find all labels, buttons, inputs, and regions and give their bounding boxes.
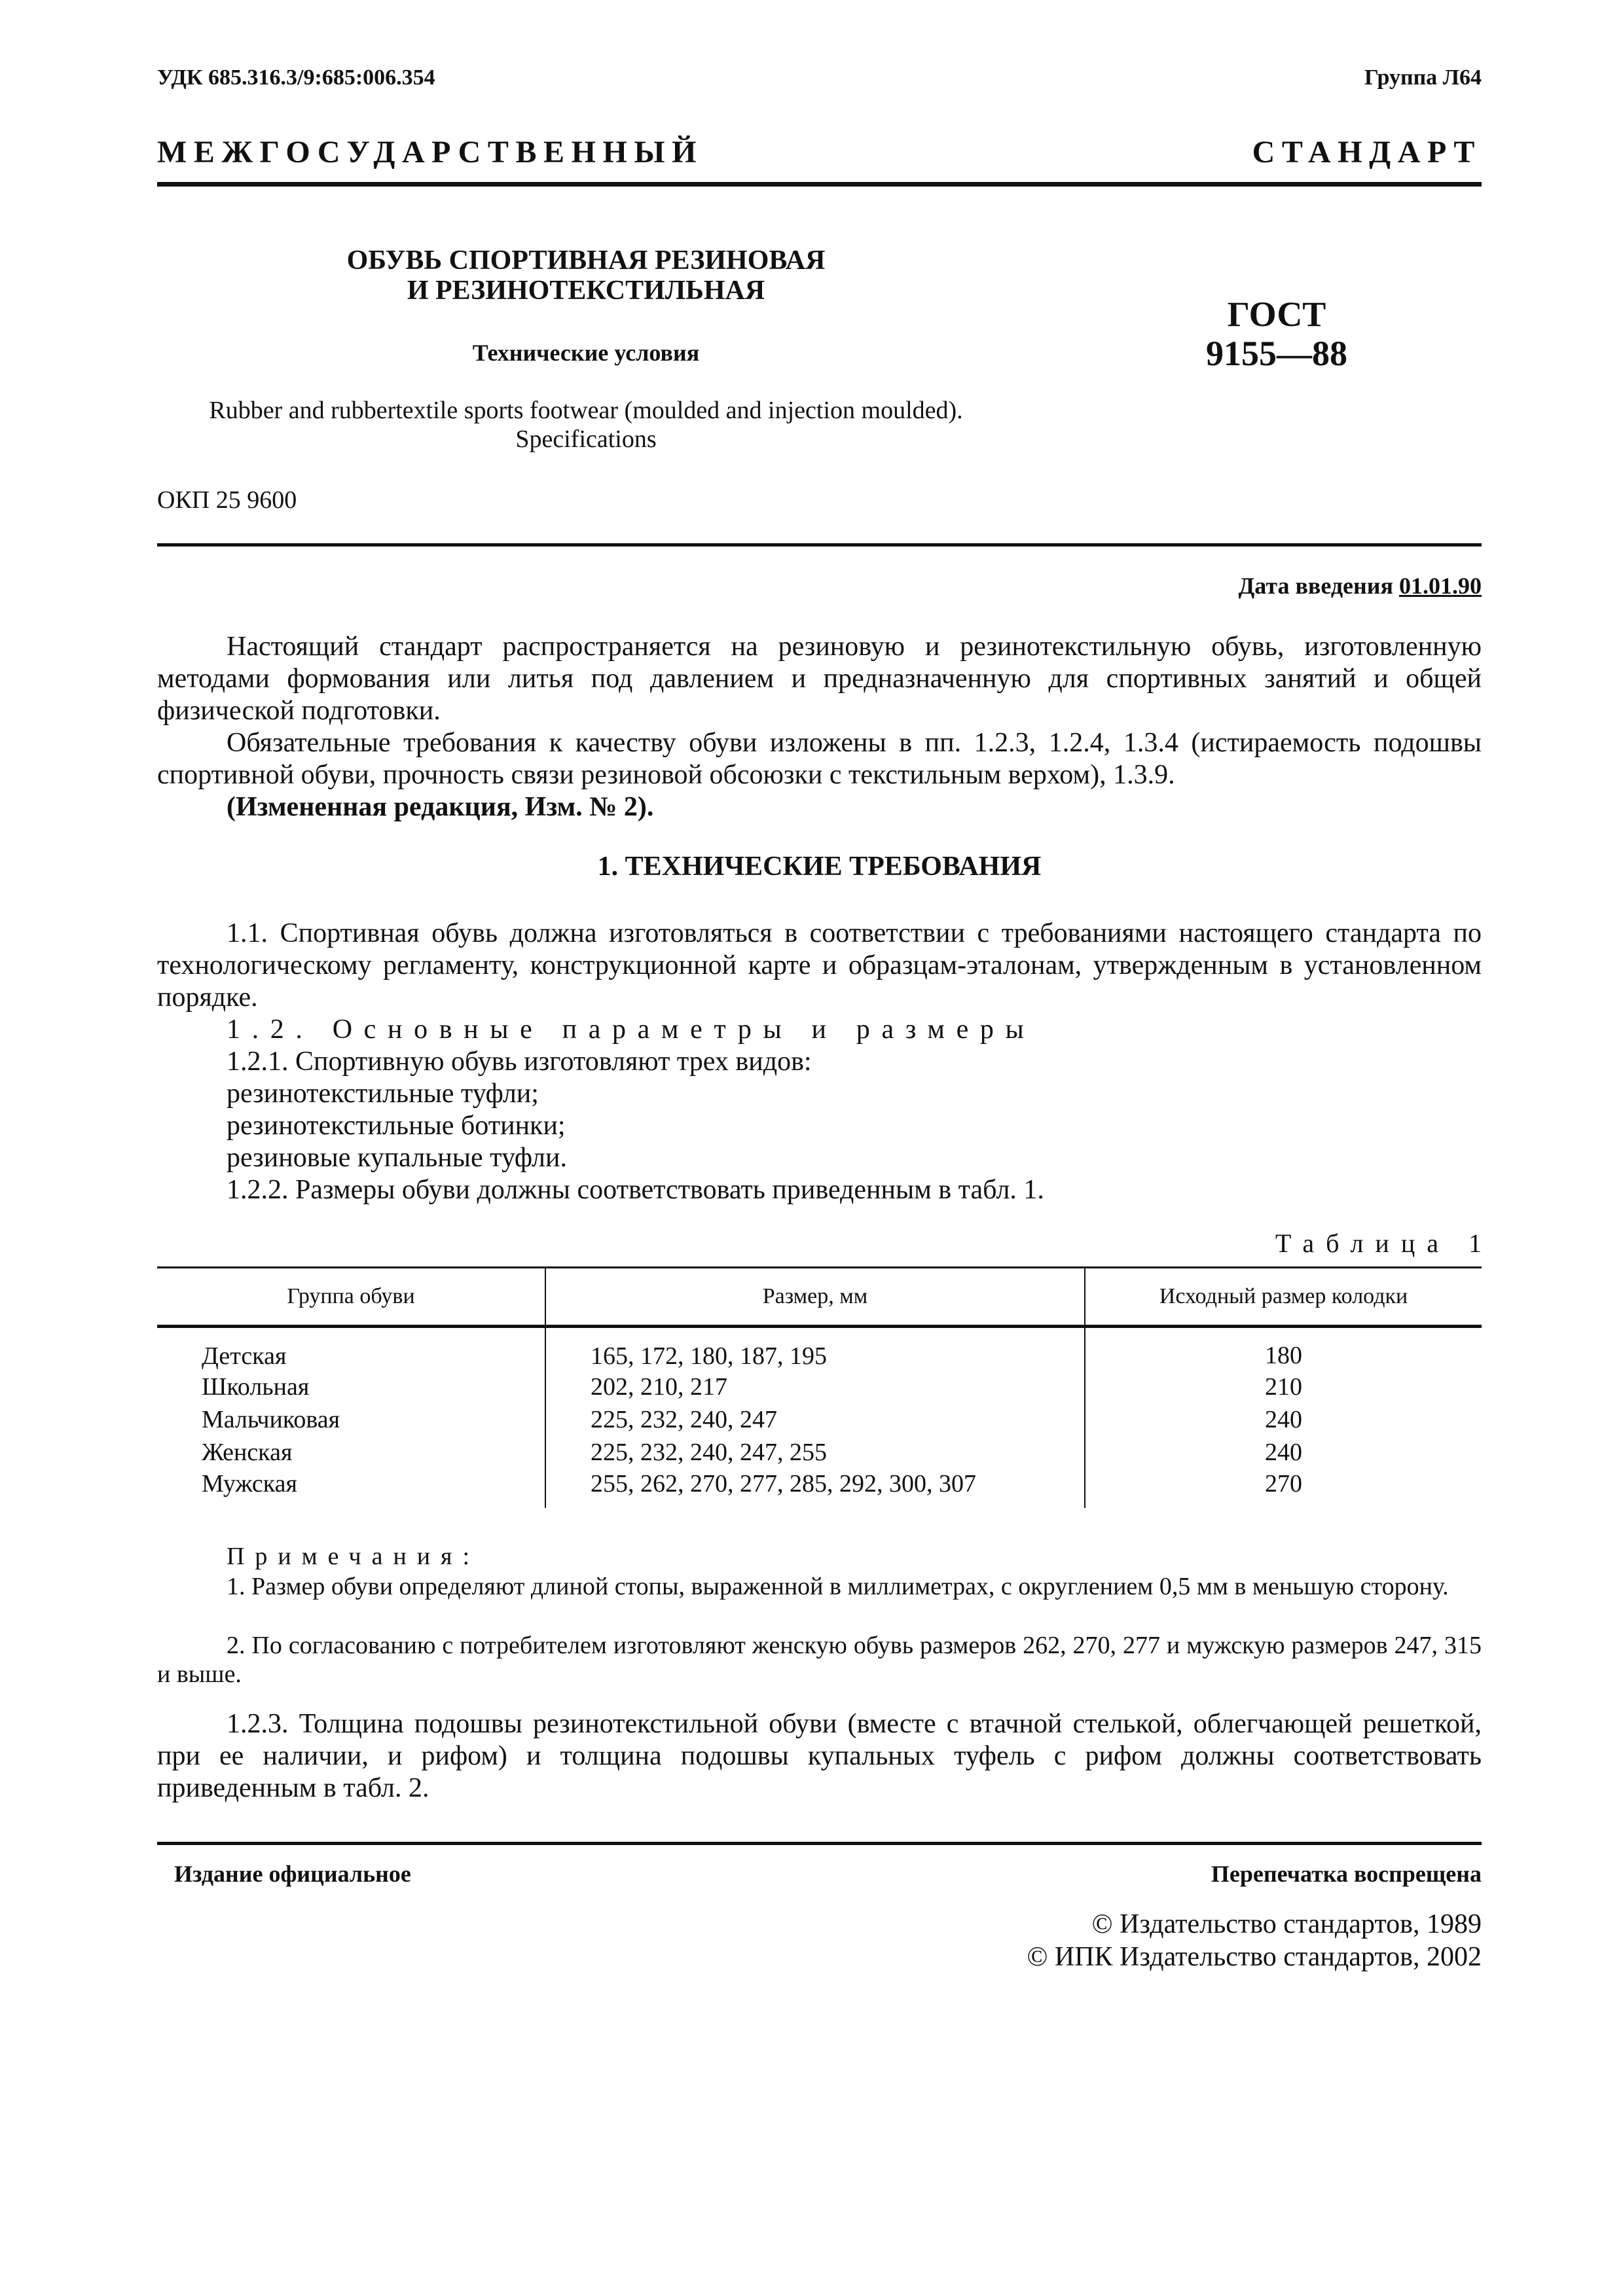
cell-last-size: 180 [1265, 1342, 1302, 1369]
intro-paragraph-1: Настоящий стандарт распространяется на резиновую и резинотекстильную обувь, изготовленную методами формования или литья под давлением и предназначенную для спортивных занятий и общей физической подготовки. [157, 632, 1482, 726]
cell-group: Школьная [157, 1371, 545, 1403]
gost-designation [1113, 295, 1440, 373]
table-row [157, 1327, 1482, 1371]
reprint-prohibited: Перепечатка воспрещена [1211, 1861, 1482, 1887]
english-title-line-1: Rubber and rubbertextile sports footwear (moulded and injection moulded). [209, 397, 963, 424]
copyright-1989: © Издательство стандартов, 1989 [1091, 1909, 1482, 1939]
cell-group: Мужская [157, 1469, 545, 1508]
note-1: 1. Размер обуви определяют длиной стопы, выраженной в миллиметрах, с округлением 0,5 мм в меньшую сторону. [227, 1573, 1449, 1600]
amendment-note: (Измененная редакция, Изм. № 2). [227, 792, 654, 822]
footwear-type-1: резинотекстильные туфли; [227, 1079, 539, 1109]
official-edition: Издание официальное [174, 1861, 411, 1887]
table-1 [157, 1266, 1482, 1508]
group-code: Группа Л64 [1364, 65, 1482, 90]
table-row [157, 1469, 1482, 1508]
document-title [157, 245, 1015, 306]
column-header-last-size: Исходный размер колодки [1159, 1284, 1408, 1308]
title-line-2: И РЕЗИНОТЕКСТИЛЬНАЯ [407, 276, 765, 306]
introduction-date [1239, 572, 1482, 600]
cell-sizes: 225, 232, 240, 247 [545, 1403, 1085, 1436]
cell-last-size: 270 [1265, 1470, 1302, 1498]
clause-1-2-2: 1.2.2. Размеры обуви должны соответствовать приведенным в табл. 1. [227, 1175, 1044, 1205]
okp-code: ОКП 25 9600 [157, 486, 297, 514]
english-title [157, 396, 1015, 454]
cell-last-size: 210 [1265, 1373, 1302, 1401]
clause-1-2-3: 1.2.3. Толщина подошвы резинотекстильной обуви (вместе с втачной стелькой, облегчающей решеткой, при ее наличии, и рифом) и толщина подошвы купальных туфель с рифом должны соответствовать приведенным в табл. 2. [157, 1709, 1482, 1803]
clause-1-2-heading: 1.2. Основные параметры и размеры [227, 1014, 1036, 1045]
document-subtitle: Технические условия [472, 340, 700, 366]
table-row [157, 1371, 1482, 1403]
table-header-row [157, 1268, 1482, 1327]
cell-group: Мальчиковая [157, 1403, 545, 1436]
introduction-date-label: Дата введения [1238, 573, 1393, 599]
cell-sizes: 202, 210, 217 [545, 1371, 1085, 1403]
gost-number: 9155—88 [1206, 334, 1347, 373]
cell-group: Детская [157, 1327, 545, 1371]
table-row [157, 1436, 1482, 1469]
cell-group: Женская [157, 1436, 545, 1469]
column-header-group: Группа обуви [157, 1268, 545, 1327]
notes-title: Примечания: [227, 1543, 480, 1570]
english-title-line-2: Specifications [515, 425, 657, 453]
footer-rule [157, 1842, 1482, 1845]
copyright-block [1027, 1908, 1482, 1973]
column-header-size: Размер, мм [545, 1268, 1085, 1327]
table-row [157, 1403, 1482, 1436]
title-rule [157, 543, 1482, 547]
introduction-date-value: 01.01.90 [1399, 573, 1482, 599]
section-1-heading: 1. ТЕХНИЧЕСКИЕ ТРЕБОВАНИЯ [597, 852, 1042, 882]
footwear-type-3: резиновые купальные туфли. [227, 1143, 567, 1173]
cell-sizes: 225, 232, 240, 247, 255 [545, 1436, 1085, 1469]
cell-sizes: 165, 172, 180, 187, 195 [545, 1327, 1085, 1371]
cell-last-size: 240 [1265, 1439, 1302, 1466]
standard-type-banner: МЕЖГОСУДАРСТВЕННЫЙ СТАНДАРТ [157, 135, 1482, 170]
note-2: 2. По согласованию с потребителем изготовляют женскую обувь размеров 262, 270, 277 и мужскую размеров 247, 315 и выше. [157, 1632, 1482, 1688]
gost-label: ГОСТ [1227, 295, 1326, 334]
udk-code: УДК 685.316.3/9:685:006.354 [157, 65, 435, 90]
header-thick-rule [157, 182, 1482, 187]
title-line-1: ОБУВЬ СПОРТИВНАЯ РЕЗИНОВАЯ [346, 245, 826, 276]
clause-1-2-1: 1.2.1. Спортивную обувь изготовляют трех видов: [227, 1047, 812, 1077]
copyright-2002: © ИПК Издательство стандартов, 2002 [1027, 1942, 1482, 1972]
clause-1-1: 1.1. Спортивная обувь должна изготовляться в соответствии с требованиями настоящего стандарта по технологическому регламенту, конструкционной карте и образцам-эталонам, утвержденным в установленном порядке. [157, 918, 1482, 1013]
intro-paragraph-2: Обязательные требования к качеству обуви изложены в пп. 1.2.3, 1.2.4, 1.3.4 (истираемость подошвы спортивной обуви, прочность связи резиновой обсоюзки с текстильным верхом), 1.3.9. [157, 728, 1482, 790]
table-1-caption: Таблица 1 [1275, 1229, 1493, 1258]
cell-last-size: 240 [1265, 1406, 1302, 1433]
cell-sizes: 255, 262, 270, 277, 285, 292, 300, 307 [545, 1469, 1085, 1508]
footwear-type-2: резинотекстильные ботинки; [227, 1111, 566, 1141]
